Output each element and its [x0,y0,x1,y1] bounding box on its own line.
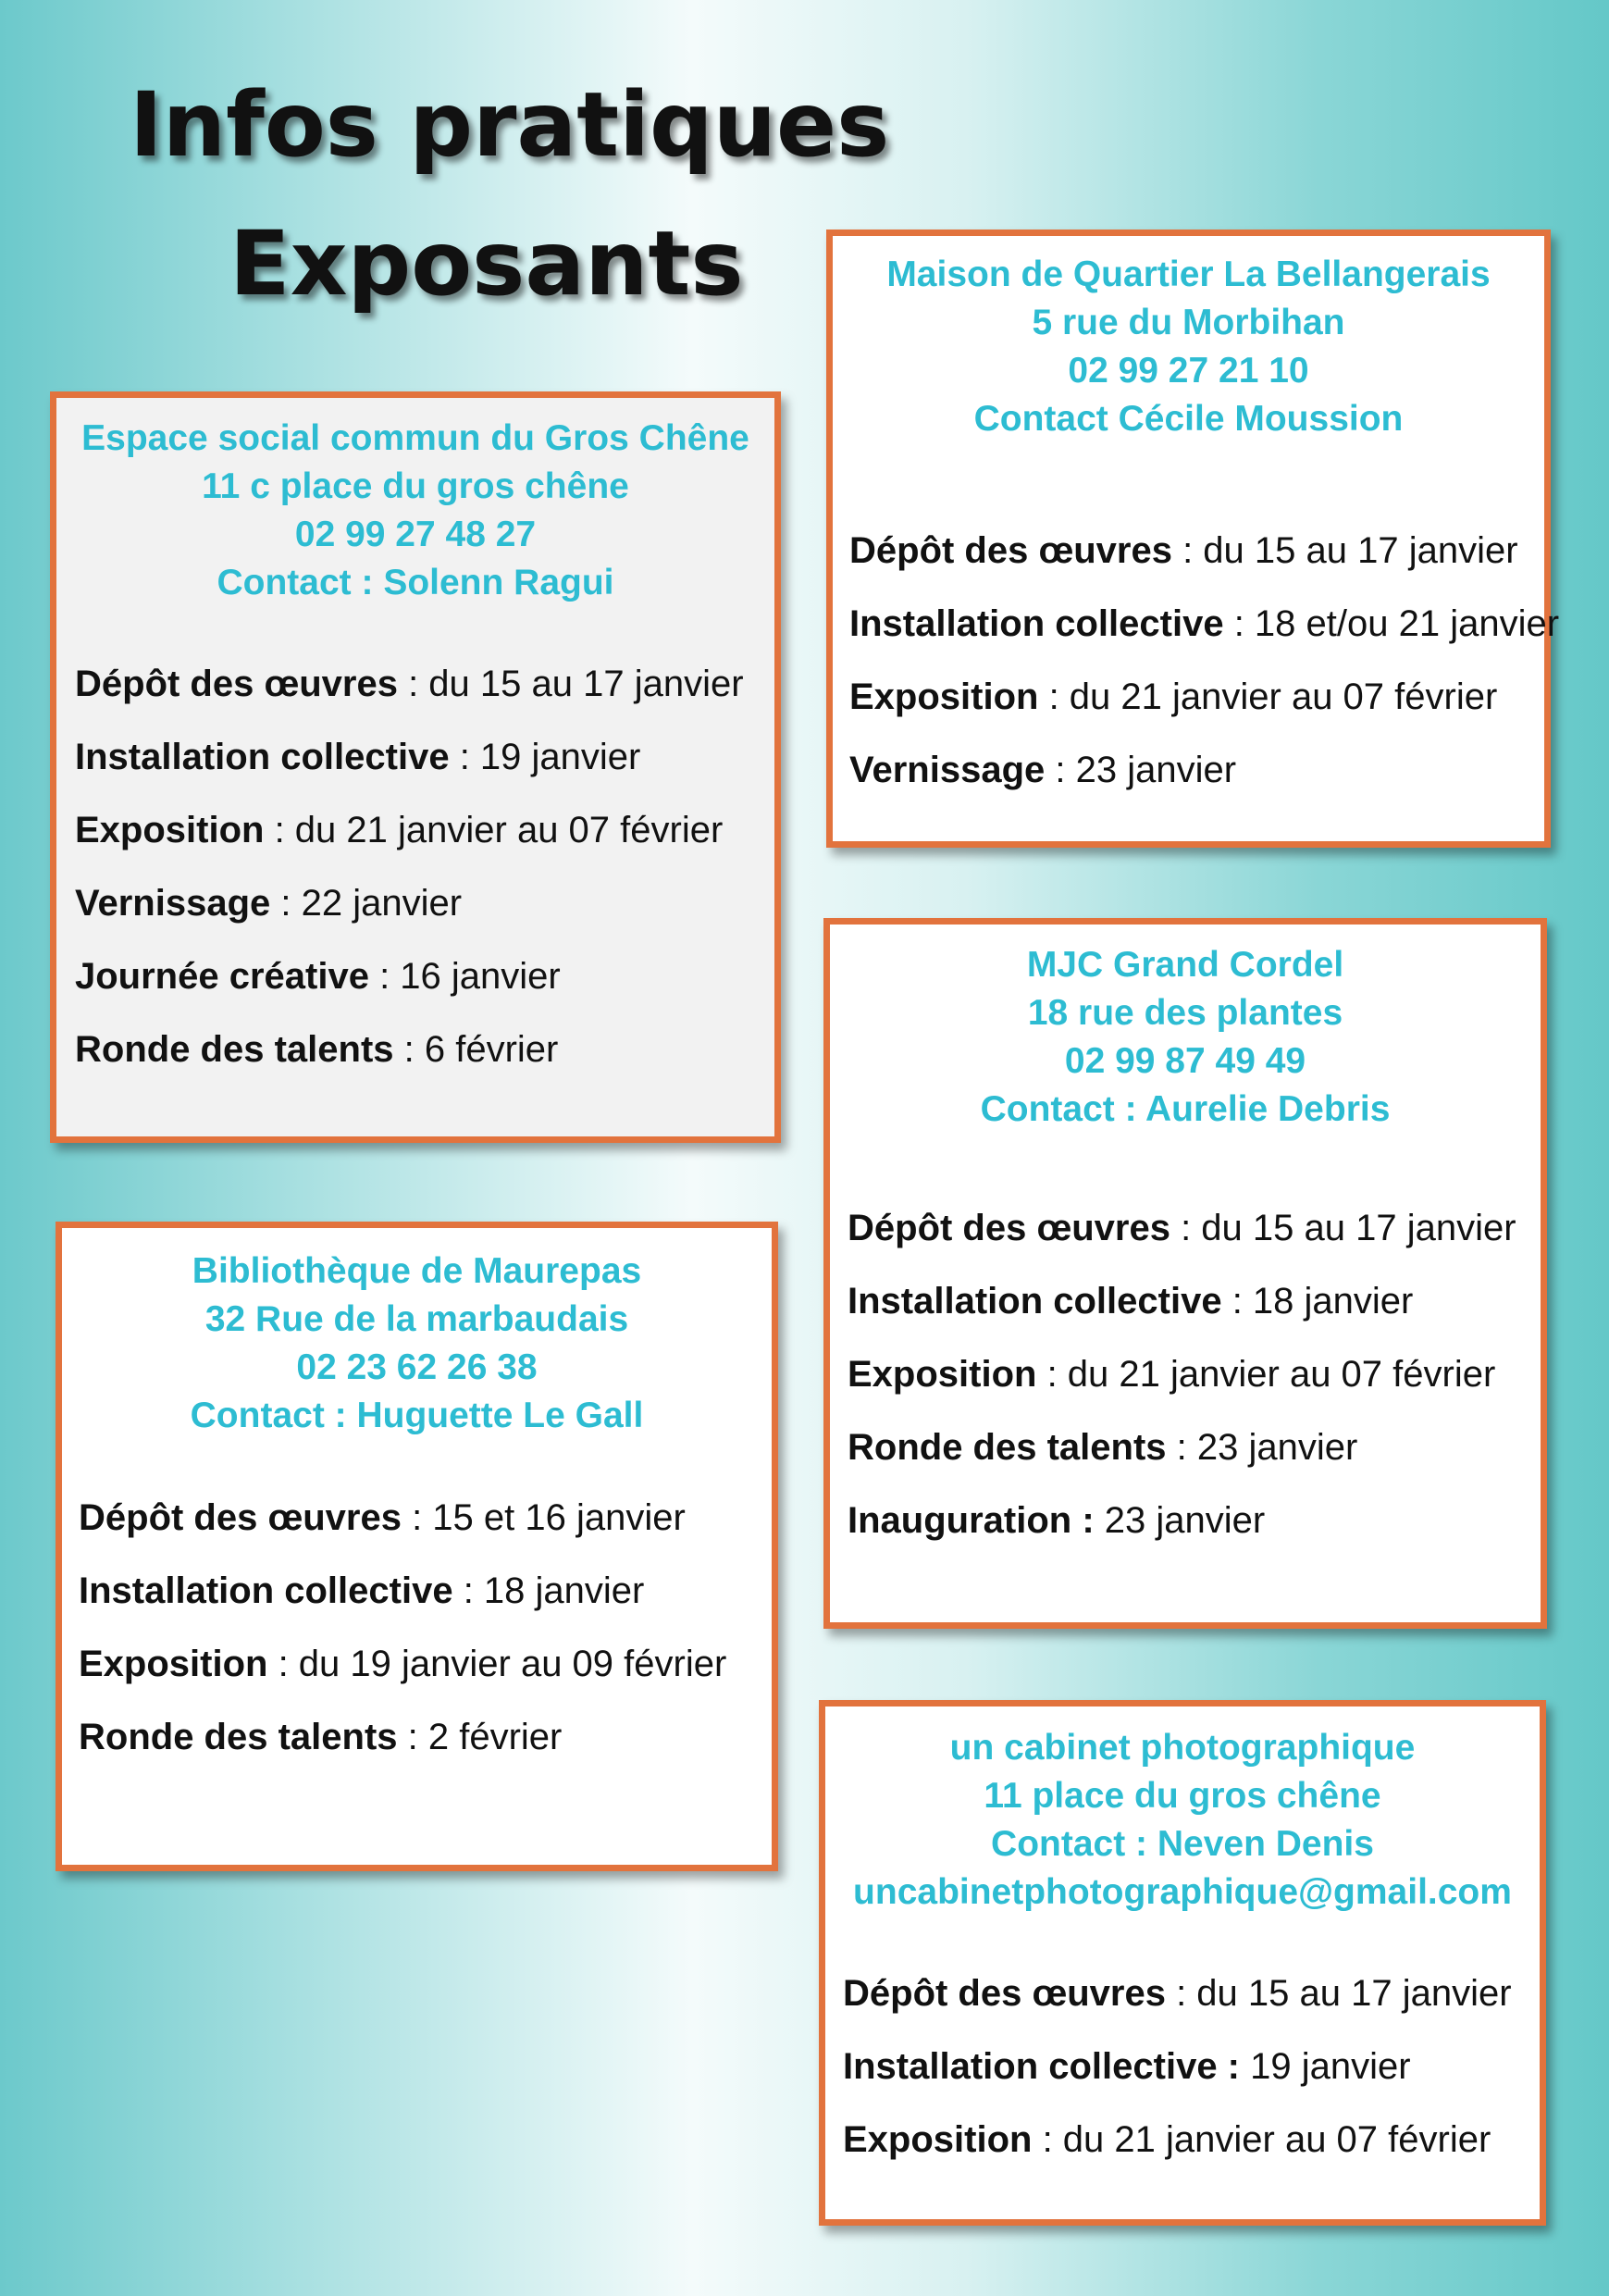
schedule-value: : 15 et 16 janvier [401,1497,686,1538]
schedule-value: : du 21 janvier au 07 février [1036,1354,1496,1395]
schedule-value: : du 15 au 17 janvier [1165,1973,1512,2014]
schedule-label: Dépôt des œuvres [79,1497,402,1538]
venue-contact: Contact : Aurelie Debris [980,1089,1391,1129]
schedule-label: Journée créative [75,956,369,997]
schedule-item [79,1482,726,1555]
schedule-value: : du 15 au 17 janvier [397,664,744,704]
schedule-value: 19 janvier [1240,2046,1411,2087]
schedule-item [849,661,1559,734]
venue-card-gros-chene [50,391,781,1143]
schedule-label: Ronde des talents [848,1427,1177,1468]
venue-card-bibliotheque-maurepas [56,1222,778,1871]
page-title-line-2: Exposants [229,212,744,316]
venue-card-bellangerais [826,230,1560,848]
schedule-value: : du 15 au 17 janvier [1170,1208,1516,1248]
venue-phone: 02 99 27 48 27 [294,515,537,554]
schedule-item [843,2104,1512,2177]
schedule-item [848,1338,1516,1411]
schedule-item [849,734,1559,807]
schedule-label: Exposition [849,676,1039,717]
schedule-label: Vernissage [849,750,1046,790]
schedule-item [79,1628,726,1701]
schedule-label: Installation collective : [843,2046,1241,2087]
venue-header [833,251,1544,443]
schedule-label: Installation collective [75,737,450,777]
venue-header [56,415,774,607]
schedule-list [848,1192,1516,1558]
schedule-label: Inauguration : [848,1500,1095,1541]
venue-address: 5 rue du Morbihan [1032,303,1345,342]
schedule-item [849,588,1559,661]
schedule-list [79,1482,726,1774]
schedule-list [843,1957,1512,2177]
schedule-value: : du 21 janvier au 07 février [264,810,724,850]
schedule-value: : du 15 au 17 janvier [1171,530,1518,571]
venue-address: 18 rue des plantes [1027,993,1343,1033]
schedule-label: Installation collective [849,603,1224,644]
schedule-value: : 2 février [397,1717,563,1757]
schedule-value: 23 janvier [1094,1500,1266,1541]
schedule-value: : 19 janvier [449,737,641,777]
schedule-label: Dépôt des œuvres [848,1208,1170,1248]
venue-name: MJC Grand Cordel [1026,945,1344,985]
schedule-label: Dépôt des œuvres [843,1973,1166,2014]
venue-phone: 02 23 62 26 38 [296,1347,538,1387]
schedule-value: : 16 janvier [368,956,561,997]
schedule-value: : 18 janvier [452,1570,645,1611]
schedule-item [848,1484,1516,1558]
venue-header [830,941,1541,1134]
page-title-line-1: Infos pratiques [130,73,890,177]
venue-address: 32 Rue de la marbaudais [204,1299,629,1339]
venue-contact: Contact : Solenn Ragui [217,563,614,602]
venue-header [62,1247,772,1440]
schedule-item [848,1265,1516,1338]
venue-card-cabinet-photographique [819,1700,1546,2226]
schedule-label: Exposition [79,1644,268,1684]
schedule-label: Installation collective [848,1281,1222,1322]
schedule-label: Dépôt des œuvres [75,664,398,704]
schedule-value: : 22 janvier [270,883,463,924]
schedule-item [79,1701,726,1774]
venue-address: 11 c place du gros chêne [202,466,629,506]
schedule-item [75,1013,744,1086]
schedule-item [849,515,1559,588]
page-title [0,56,925,333]
venue-header [825,1724,1540,1917]
venue-contact: Contact Cécile Moussion [973,399,1404,439]
schedule-label: Exposition [848,1354,1037,1395]
venue-email: uncabinetphotographique@gmail.com [853,1872,1512,1912]
schedule-label: Exposition [75,810,265,850]
schedule-item [843,1957,1512,2030]
schedule-item [75,794,744,867]
schedule-value: : du 21 janvier au 07 février [1032,2119,1491,2160]
schedule-value: : 23 janvier [1045,750,1237,790]
schedule-label: Vernissage [75,883,271,924]
schedule-item [848,1411,1516,1484]
venue-name: Bibliothèque de Maurepas [192,1251,642,1291]
schedule-value: : 6 février [393,1029,559,1070]
schedule-item [848,1192,1516,1265]
venue-name: Maison de Quartier La Bellangerais [886,254,1491,294]
schedule-item [75,648,744,721]
schedule-value: : du 21 janvier au 07 février [1038,676,1498,717]
venue-name: Espace social commun du Gros Chêne [81,418,749,458]
schedule-value: : 18 janvier [1221,1281,1414,1322]
schedule-label: Dépôt des œuvres [849,530,1172,571]
schedule-label: Installation collective [79,1570,453,1611]
venue-contact: Contact : Neven Denis [991,1824,1374,1864]
schedule-item [75,867,744,940]
schedule-label: Ronde des talents [79,1717,398,1757]
venue-phone: 02 99 87 49 49 [1064,1041,1306,1081]
schedule-value: : du 19 janvier au 09 février [267,1644,727,1684]
schedule-list [75,648,744,1086]
schedule-item [79,1555,726,1628]
schedule-value: : 18 et/ou 21 janvier [1223,603,1560,644]
venue-phone: 02 99 27 21 10 [1068,351,1309,391]
schedule-item [75,940,744,1013]
schedule-item [75,721,744,794]
venue-name: un cabinet photographique [949,1728,1416,1768]
venue-contact: Contact : Huguette Le Gall [190,1396,644,1435]
schedule-list [849,515,1559,807]
schedule-label: Ronde des talents [75,1029,394,1070]
venue-card-mjc-grand-cordel [823,918,1547,1629]
schedule-item [843,2030,1512,2104]
venue-address: 11 place du gros chêne [984,1776,1381,1816]
schedule-value: : 23 janvier [1176,1427,1358,1468]
schedule-label: Exposition [843,2119,1033,2160]
